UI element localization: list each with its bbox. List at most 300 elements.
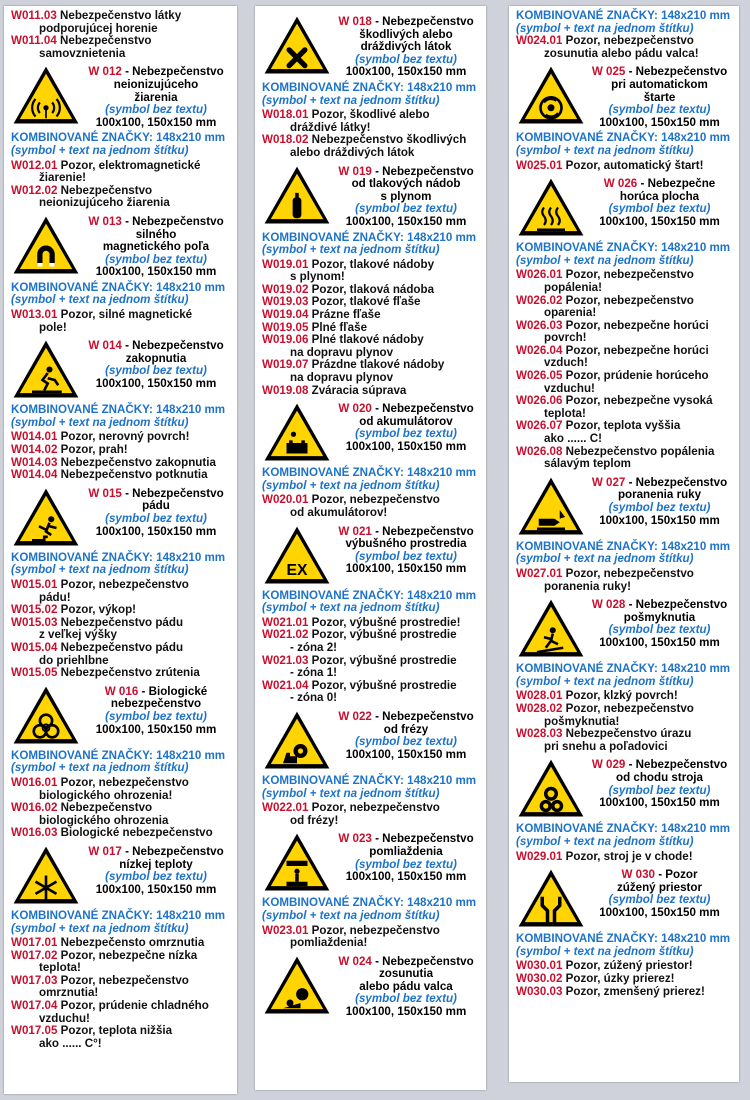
sign-text	[332, 954, 480, 1019]
code-item	[262, 629, 480, 654]
sign-text	[586, 867, 733, 919]
item-line: podporujúcej horenie	[39, 21, 158, 35]
sign-row	[262, 524, 480, 587]
code-item	[516, 370, 733, 395]
sign-title-line: od frézy	[383, 722, 429, 736]
item-code: W021.03	[262, 653, 309, 667]
item-code: W021.01	[262, 615, 309, 629]
warning-sign	[516, 475, 586, 538]
code-item	[516, 395, 733, 420]
item-line: Pozor, prúdenie chladného	[60, 999, 209, 1013]
item-code: W022.01	[262, 801, 309, 815]
sign-sizes: 100x100, 150x150 mm	[345, 440, 467, 453]
code-item	[262, 134, 480, 159]
milling-cutter-icon	[262, 709, 332, 772]
item-line: Nebezpečenstvo	[60, 183, 153, 197]
code-item	[516, 320, 733, 345]
column-1	[4, 6, 237, 1094]
symbol-note: (symbol bez textu)	[105, 252, 207, 266]
sign-sizes: 100x100, 150x150 mm	[345, 1005, 467, 1019]
sign-title-line: poranenia ruky	[617, 488, 702, 502]
combined-subtitle: (symbol + text na jednom štítku)	[11, 415, 189, 429]
item-line: ako ...... C!	[544, 432, 602, 446]
sign-heading: W 030 - Pozor zúžený priestor	[586, 869, 733, 894]
symbol-note: (symbol bez textu)	[608, 623, 711, 637]
item-code: W014.02	[11, 443, 58, 457]
sign-title-line: zúžený priestor	[616, 880, 703, 894]
combined-title: KOMBINOVANÉ ZNAČKY: 148x210 mm	[516, 932, 731, 946]
code-item	[262, 334, 480, 359]
item-code: W026.08	[516, 444, 563, 458]
warning-sign	[11, 214, 81, 277]
sign-sizes: 100x100, 150x150 mm	[95, 722, 217, 736]
combined-subtitle: (symbol + text na jednom štítku)	[262, 243, 440, 257]
item-line: poranenia ruky!	[544, 579, 631, 593]
sign-heading: W 017 - Nebezpečenstvo nízkej teploty	[81, 846, 231, 871]
sign-heading: W 025 - Nebezpečenstvo pri automatickom štarte	[586, 66, 733, 104]
sign-code: W 023	[338, 832, 372, 846]
item-line: Pozor, nebezpečenstvo	[565, 567, 694, 580]
gears-icon	[516, 757, 586, 820]
sign-code: W 014	[88, 339, 122, 353]
sign-title-line: pádu	[142, 499, 170, 513]
sign-row	[262, 401, 480, 464]
item-line: Nebezpečenstvo zakopnutia	[60, 455, 216, 469]
sign-title-line: štarte	[643, 90, 676, 104]
item-code: W028.03	[516, 727, 563, 741]
combined-title: KOMBINOVANÉ ZNAČKY: 148x210 mm	[516, 662, 731, 676]
sign-title-line: nízkej teploty	[119, 857, 193, 871]
code-item	[262, 109, 480, 134]
biohazard-icon	[11, 684, 81, 747]
warning-sign	[11, 684, 81, 747]
item-line: povrch!	[544, 331, 587, 345]
item-line: Pozor, teplota vyššia	[565, 419, 681, 433]
sign-text	[332, 164, 480, 229]
item-line: - zóna 1!	[290, 666, 338, 680]
sign-title-line: Nebezpečne	[647, 177, 716, 191]
warning-sign	[516, 757, 586, 820]
item-line: Pozor, nebezpečenstvo	[311, 801, 440, 815]
sign-heading: W 023 - Nebezpečenstvo pomliaždenia	[332, 833, 480, 858]
code-item	[11, 642, 231, 667]
sign-sizes: 100x100, 150x150 mm	[345, 747, 467, 761]
sign-row	[262, 831, 480, 894]
sign-title-line: Nebezpečenstvo	[132, 339, 224, 353]
item-code: W019.05	[262, 320, 309, 334]
code-item	[262, 680, 480, 705]
item-code: W016.01	[11, 775, 58, 789]
sign-code: W 019	[338, 164, 372, 178]
warning-sign	[516, 176, 586, 239]
item-code: W017.02	[11, 948, 58, 962]
explosive-atmosphere-icon	[262, 524, 332, 587]
sign-title-line: Nebezpečenstvo	[132, 844, 224, 858]
item-line: pomliaždenia!	[290, 936, 368, 950]
symbol-note: (symbol bez textu)	[608, 893, 711, 907]
warning-sign	[516, 597, 586, 660]
item-line: Pozor, výbušné prostredie!	[311, 615, 461, 629]
symbol-note: (symbol bez textu)	[105, 512, 207, 525]
code-item	[516, 568, 733, 593]
code-item	[516, 35, 733, 60]
item-code: W028.02	[516, 701, 563, 715]
item-line: popálenia!	[544, 280, 602, 294]
item-line: Pozor, tlakové fľaše	[311, 295, 421, 309]
sign-sizes: 100x100, 150x150 mm	[345, 870, 467, 884]
item-line: Pozor, teplota nižšia	[60, 1024, 173, 1038]
combined-subtitle: (symbol + text na jednom štítku)	[11, 921, 189, 935]
item-line: pošmyknutia!	[544, 714, 620, 728]
sign-text	[586, 757, 733, 809]
item-line: Pozor, nebezpečenstvo	[60, 578, 189, 591]
item-code: W016.03	[11, 826, 58, 840]
item-code: W019.01	[262, 257, 309, 271]
sign-heading: W 027 - Nebezpečenstvo poranenia ruky	[586, 477, 733, 502]
combined-title: KOMBINOVANÉ ZNAČKY: 148x210 mm	[516, 131, 731, 145]
item-line: na dopravu plynov	[290, 345, 394, 359]
sign-sizes: 100x100, 150x150 mm	[599, 796, 720, 810]
sign-text	[332, 709, 480, 761]
sign-text	[332, 14, 480, 79]
symbol-note: (symbol bez textu)	[105, 870, 207, 884]
item-code: W015.05	[11, 666, 58, 680]
item-code: W015.03	[11, 615, 58, 629]
item-line: sálavým teplom	[544, 457, 631, 471]
item-code: W027.01	[516, 567, 563, 580]
code-item	[516, 345, 733, 370]
sign-title-line: Pozor	[665, 868, 698, 882]
combined-title: KOMBINOVANÉ ZNAČKY: 148x210 mm	[11, 908, 226, 922]
item-line: s plynom!	[290, 270, 345, 284]
combined-subtitle: (symbol + text na jednom štítku)	[516, 834, 694, 848]
item-code: W026.01	[516, 268, 563, 282]
item-code: W029.01	[516, 849, 563, 863]
code-item	[11, 827, 231, 840]
combined-title: KOMBINOVANÉ ZNAČKY: 148x210 mm	[516, 9, 731, 22]
symbol-note: (symbol bez textu)	[105, 364, 207, 378]
sign-sizes: 100x100, 150x150 mm	[345, 65, 467, 79]
sign-row	[262, 709, 480, 772]
sign-text	[332, 401, 480, 453]
sign-title-line: Nebezpečenstvo	[635, 598, 728, 612]
sign-text	[81, 338, 231, 390]
combined-title: KOMBINOVANÉ ZNAČKY: 148x210 mm	[11, 403, 226, 417]
item-code: W018.01	[262, 108, 309, 122]
item-line: Nebezpečenstvo škodlivých	[311, 133, 467, 147]
column-2	[255, 6, 486, 1090]
item-line: biologického ohrozenia	[39, 813, 169, 827]
combined-subtitle: (symbol + text na jednom štítku)	[262, 601, 440, 615]
sign-title-line: nebezpečenstvo	[110, 697, 202, 711]
symbol-note: (symbol bez textu)	[355, 427, 457, 441]
sign-code: W 026	[603, 177, 638, 191]
sign-title-line: Nebezpečenstvo	[132, 65, 224, 79]
symbol-note: (symbol bez textu)	[608, 783, 711, 797]
warning-sign	[11, 338, 81, 401]
code-item	[11, 160, 231, 185]
code-item	[11, 469, 231, 482]
code-item	[262, 655, 480, 680]
sign-row	[516, 597, 733, 660]
item-code: W030.01	[516, 959, 563, 973]
item-line: Plné tlakové nádoby	[311, 333, 424, 347]
item-line: alebo dráždivých látok	[290, 145, 415, 159]
item-code: W015.01	[11, 578, 58, 591]
item-code: W030.02	[516, 971, 563, 985]
item-line: teplota!	[544, 406, 586, 420]
symbol-note: (symbol bez textu)	[355, 992, 457, 1006]
sign-heading: W 028 - Nebezpečenstvo pošmyknutia	[586, 599, 733, 624]
item-line: Plné fľaše	[311, 320, 368, 334]
sign-row	[516, 867, 733, 930]
item-line: dráždivé látky!	[290, 120, 371, 134]
item-line: od frézy!	[290, 813, 339, 827]
combined-subtitle: (symbol + text na jednom štítku)	[11, 293, 189, 307]
warning-sign	[262, 164, 332, 227]
sign-sizes: 100x100, 150x150 mm	[599, 115, 720, 129]
sign-heading: W 016 - Biologické nebezpečenstvo	[81, 686, 231, 711]
item-line: Nebezpečenstvo látky	[60, 9, 182, 22]
combined-subtitle: (symbol + text na jednom štítku)	[11, 761, 189, 775]
sign-heading: W 012 - Nebezpečenstvo neionizujúceho žiarenia	[81, 66, 231, 104]
combined-title: KOMBINOVANÉ ZNAČKY: 148x210 mm	[262, 230, 477, 244]
code-item	[262, 802, 480, 827]
item-line: Pozor, nebezpečenstvo	[60, 775, 189, 789]
sign-code: W 015	[88, 486, 122, 500]
sign-text	[81, 64, 231, 129]
item-line: Pozor, nebezpečne nízka	[60, 948, 198, 962]
sign-title-line: Nebezpečenstvo	[382, 832, 474, 846]
combined-subtitle: (symbol + text na jednom štítku)	[516, 674, 694, 688]
item-code: W019.07	[262, 358, 309, 372]
item-line: Pozor, nebezpečenstvo	[565, 293, 694, 307]
combined-subtitle: (symbol + text na jednom štítku)	[262, 93, 440, 107]
item-code: W011.03	[11, 9, 57, 22]
symbol-note: (symbol bez textu)	[355, 735, 457, 749]
sign-code: W 028	[591, 598, 626, 612]
sign-row	[516, 176, 733, 239]
warning-sign	[11, 486, 81, 549]
sign-title-line: Biologické	[148, 684, 208, 698]
item-line: na dopravu plynov	[290, 371, 394, 385]
item-line: Pozor, tlaková nádoba	[311, 282, 435, 296]
sign-code: W 030	[621, 868, 655, 882]
sign-row	[11, 214, 231, 279]
item-code: W026.04	[516, 343, 563, 357]
item-code: W017.01	[11, 936, 58, 950]
combined-subtitle: (symbol + text na jednom štítku)	[516, 944, 694, 958]
item-line: Pozor, automatický štart!	[565, 158, 704, 172]
sign-row	[516, 475, 733, 538]
item-line: vzduchu!	[544, 381, 595, 395]
sign-text	[586, 64, 733, 129]
item-line: Pozor, nebezpečenstvo	[565, 701, 694, 715]
battery-icon	[262, 401, 332, 464]
item-line: Nebezpečenstvo popálenia	[565, 444, 715, 458]
item-line: oparenia!	[544, 306, 597, 320]
item-code: W014.03	[11, 455, 58, 469]
code-item	[11, 975, 231, 1000]
sign-code: W 012	[88, 65, 122, 79]
combined-subtitle: (symbol + text na jednom štítku)	[11, 563, 189, 577]
gas-cylinder-icon	[262, 164, 332, 227]
sign-text	[586, 176, 733, 228]
code-item	[516, 986, 733, 999]
symbol-note: (symbol bez textu)	[355, 549, 457, 563]
sign-heading: W 029 - Nebezpečenstvo od chodu stroja	[586, 759, 733, 784]
ex-label: EX	[286, 561, 308, 579]
magnet-icon	[11, 214, 81, 277]
code-item	[11, 1000, 231, 1025]
combined-subtitle: (symbol + text na jednom štítku)	[516, 253, 694, 267]
sign-sizes: 100x100, 150x150 mm	[95, 115, 217, 129]
symbol-note: (symbol bez textu)	[608, 103, 711, 117]
sign-code: W 022	[338, 709, 372, 723]
item-line: Pozor, nebezpečenstvo	[60, 973, 189, 987]
sign-title-line: Nebezpečenstvo	[382, 164, 474, 178]
hand-injury-icon	[516, 475, 586, 538]
item-code: W014.04	[11, 468, 58, 482]
snowflake-icon	[11, 844, 81, 907]
item-line: Pozor, stroj je v chode!	[565, 849, 693, 863]
code-item	[11, 10, 231, 35]
sign-title-line: výbušného prostredia	[345, 537, 467, 551]
item-line: Nebezpečenstvo zrútenia	[60, 666, 200, 680]
code-item	[262, 259, 480, 284]
code-item	[11, 617, 231, 642]
symbol-note: (symbol bez textu)	[105, 709, 207, 723]
combined-title: KOMBINOVANÉ ZNAČKY: 148x210 mm	[262, 773, 477, 787]
symbol-note: (symbol bez textu)	[608, 202, 711, 216]
item-line: do priehlbne	[39, 653, 109, 667]
combined-subtitle: (symbol + text na jednom štítku)	[516, 21, 694, 35]
warning-sign	[262, 954, 332, 1017]
automatic-start-icon	[516, 64, 586, 127]
sign-title-line: pri automatickom	[611, 77, 708, 91]
item-line: Nebezpečenstvo pádu	[60, 640, 184, 654]
code-item	[516, 269, 733, 294]
item-code: W021.04	[262, 678, 309, 692]
sign-title-line: od chodu stroja	[616, 770, 703, 784]
item-line: Pozor, výbušné prostredie	[311, 653, 457, 667]
sign-heading: W 015 - Nebezpečenstvo pádu	[81, 488, 231, 513]
item-code: W017.05	[11, 1024, 58, 1038]
sign-code: W 024	[338, 954, 372, 968]
combined-title: KOMBINOVANÉ ZNAČKY: 148x210 mm	[516, 241, 731, 255]
sign-text	[586, 475, 733, 527]
sign-title-line: silného	[135, 227, 177, 241]
sign-title-line: pomliaždenia	[369, 844, 443, 858]
crush-hazard-icon	[262, 831, 332, 894]
narrow-passage-icon	[516, 867, 586, 930]
sign-title-line: magnetického poľa	[102, 240, 210, 254]
item-line: Pozor, elektromagnetické	[60, 158, 201, 172]
symbol-note: (symbol bez textu)	[608, 501, 711, 514]
item-code: W028.01	[516, 689, 563, 703]
item-line: vzduch!	[544, 356, 588, 370]
sign-title-line: dráždivých látok	[360, 40, 452, 54]
sign-title-line: od tlakových nádob	[351, 177, 461, 191]
item-line: teplota!	[39, 961, 81, 975]
item-line: Pozor, nebezpečne vysoká	[565, 394, 713, 408]
sign-title-line: Nebezpečenstvo	[382, 709, 474, 723]
item-line: Pozor, prúdenie horúceho	[565, 369, 709, 383]
code-item	[516, 703, 733, 728]
item-line: Pozor, nebezpečenstvo	[565, 34, 694, 48]
item-code: W019.04	[262, 308, 309, 322]
sign-sizes: 100x100, 150x150 mm	[345, 214, 467, 228]
harmful-substance-icon	[262, 14, 332, 77]
item-code: W019.08	[262, 383, 309, 397]
sign-sizes: 100x100, 150x150 mm	[599, 513, 720, 527]
sign-title-line: s plynom	[380, 189, 432, 203]
item-line: Nebezpečenstvo	[60, 34, 152, 48]
code-item	[11, 802, 231, 827]
sign-title-line: neionizujúceho	[113, 77, 199, 91]
combined-title: KOMBINOVANÉ ZNAČKY: 148x210 mm	[11, 748, 226, 762]
sign-row	[11, 486, 231, 549]
item-code: W019.06	[262, 333, 309, 347]
warning-sign	[11, 844, 81, 907]
item-line: Pozor, tlakové nádoby	[311, 257, 435, 271]
sign-heading: W 013 - Nebezpečenstvo silného magnetického poľa	[81, 216, 231, 254]
falling-roll-icon	[262, 954, 332, 1017]
item-code: W026.02	[516, 293, 563, 307]
sign-title-line: od akumulátorov	[359, 414, 453, 428]
sign-code: W 013	[88, 214, 122, 228]
item-code: W026.03	[516, 318, 563, 332]
warning-sign	[262, 524, 332, 587]
sign-row	[516, 757, 733, 820]
item-code: W019.02	[262, 282, 309, 296]
item-code: W026.06	[516, 394, 563, 408]
code-item	[11, 185, 231, 210]
item-line: biologického ohrozenia!	[39, 788, 173, 802]
item-line: Pozor, nebezpečenstvo	[565, 268, 694, 282]
item-line: pri snehu a poľadovici	[544, 739, 668, 753]
combined-title: KOMBINOVANÉ ZNAČKY: 148x210 mm	[262, 588, 477, 602]
sign-title-line: zakopnutia	[125, 351, 187, 365]
sign-row	[262, 164, 480, 229]
item-code: W012.01	[11, 158, 58, 172]
combined-title: KOMBINOVANÉ ZNAČKY: 148x210 mm	[262, 80, 477, 94]
item-code: W026.07	[516, 419, 563, 433]
item-code: W025.01	[516, 158, 563, 172]
trip-hazard-icon	[11, 338, 81, 401]
item-line: Prázne fľaše	[311, 308, 381, 322]
combined-subtitle: (symbol + text na jednom štítku)	[262, 908, 440, 922]
symbol-note: (symbol bez textu)	[355, 52, 457, 66]
item-line: samovznietenia	[39, 46, 126, 60]
non-ionizing-radiation-icon	[11, 64, 81, 127]
sign-title-line: Nebezpečenstvo	[635, 758, 728, 772]
code-item	[516, 160, 733, 173]
warning-sign	[516, 64, 586, 127]
sign-row	[262, 954, 480, 1019]
sign-title-line: Nebezpečenstvo	[382, 524, 474, 538]
item-code: W030.03	[516, 984, 563, 998]
sign-row	[11, 338, 231, 401]
item-code: W023.01	[262, 923, 309, 937]
item-line: Zváracia súprava	[311, 383, 407, 397]
item-line: Nebezpečensto omrznutia	[60, 936, 205, 950]
item-line: Prázdne tlakové nádoby	[311, 358, 445, 372]
item-line: ako ...... C°!	[39, 1036, 102, 1050]
sign-row	[11, 64, 231, 129]
combined-subtitle: (symbol + text na jednom štítku)	[11, 143, 189, 157]
code-item	[516, 728, 733, 753]
